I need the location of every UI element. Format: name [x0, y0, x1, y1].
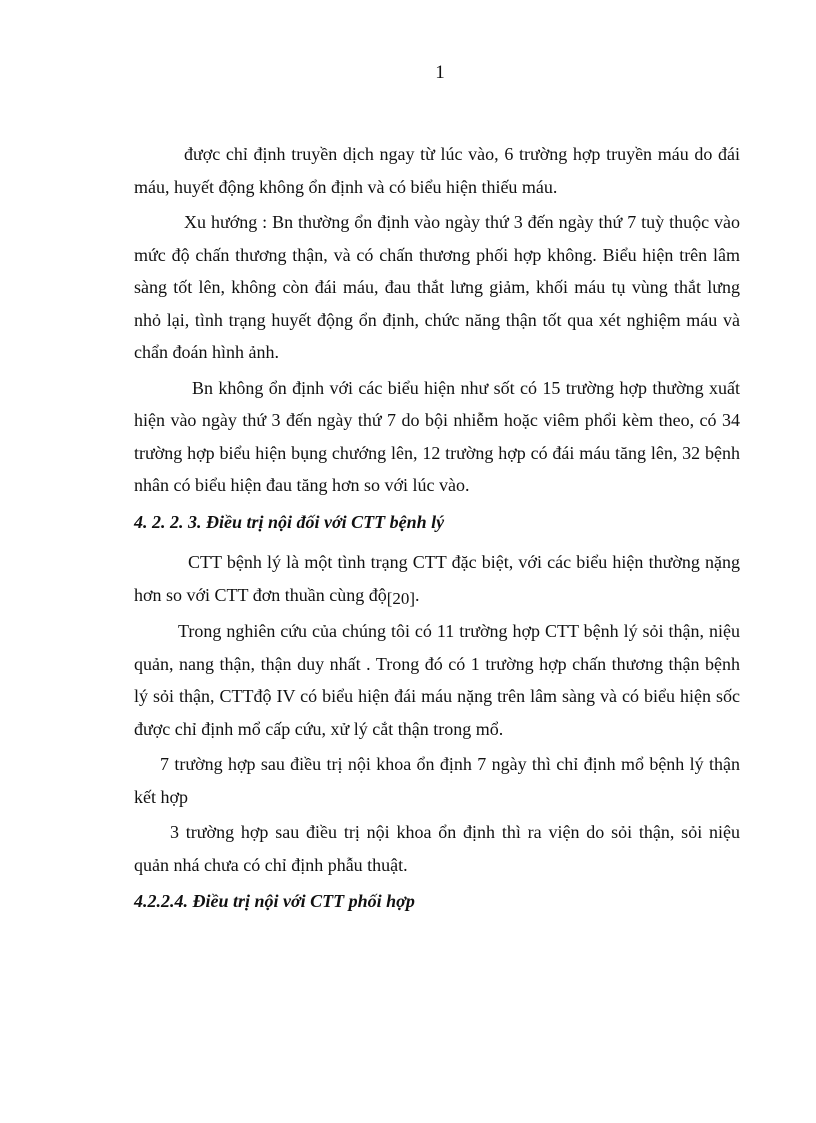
paragraph-text: CTT bệnh lý là một tình trạng CTT đặc biệt, với các biểu hiện thường nặng hơn so với CTT đơn thuần cùng độ — [134, 552, 740, 605]
page-number: 1 — [435, 62, 445, 83]
document-body — [134, 138, 740, 926]
paragraph-three-cases: 3 trường hợp sau điều trị nội khoa ổn định thì ra viện do sỏi thận, sỏi niệu quản nhá chưa có chỉ định phẫu thuật. — [134, 822, 740, 875]
paragraph-study-cases: Trong nghiên cứu của chúng tôi có 11 trường hợp CTT bệnh lý sỏi thận, niệu quản, nang thận, thận duy nhất . Trong đó có 1 trường hợp chấn thương thận bệnh lý sỏi thận, CTTđộ IV có biểu hiện đái máu nặng trên lâm sàng và có biểu hiện sốc được chỉ định mổ cấp cứu, xử lý cắt thận trong mổ. — [134, 621, 740, 739]
paragraph-transfusion: được chỉ định truyền dịch ngay từ lúc vào, 6 trường hợp truyền máu do đái máu, huyết động không ổn định và có biểu hiện thiếu máu. — [134, 144, 740, 197]
paragraph-trend: Xu hướng : Bn thường ổn định vào ngày thứ 3 đến ngày thứ 7 tuỳ thuộc vào mức độ chấn thương thận, và có chấn thương phối hợp không. Biểu hiện trên lâm sàng tốt lên, không còn đái máu, đau thắt lưng giảm, khối máu tụ vùng thắt lưng nhỏ lại, tình trạng huyết động ổn định, chức năng thận tốt qua xét nghiệm máu và chẩn đoán hình ảnh. — [134, 212, 740, 362]
paragraph-seven-cases: 7 trường hợp sau điều trị nội khoa ổn định 7 ngày thì chỉ định mổ bệnh lý thận kết hợp — [134, 754, 740, 807]
section-heading-pathological-kidney: 4. 2. 2. 3. Điều trị nội đối với CTT bệnh lý — [134, 511, 445, 532]
citation-ref: [20] — [386, 588, 416, 608]
paragraph-pathological-definition — [134, 546, 740, 612]
paragraph-end: . — [415, 584, 420, 605]
paragraph-unstable: Bn không ổn định với các biểu hiện như sốt có 15 trường hợp thường xuất hiện vào ngày thứ 3 đến ngày thứ 7 do bội nhiễm hoặc viêm phổi kèm theo, có 34 trường hợp biểu hiện bụng chướng lên, 12 trường hợp có đái máu tăng lên, 32 bệnh nhân có biểu hiện đau tăng hơn so với lúc vào. — [134, 377, 740, 495]
section-heading-combined-injury: 4.2.2.4. Điều trị nội với CTT phối hợp — [134, 891, 415, 911]
